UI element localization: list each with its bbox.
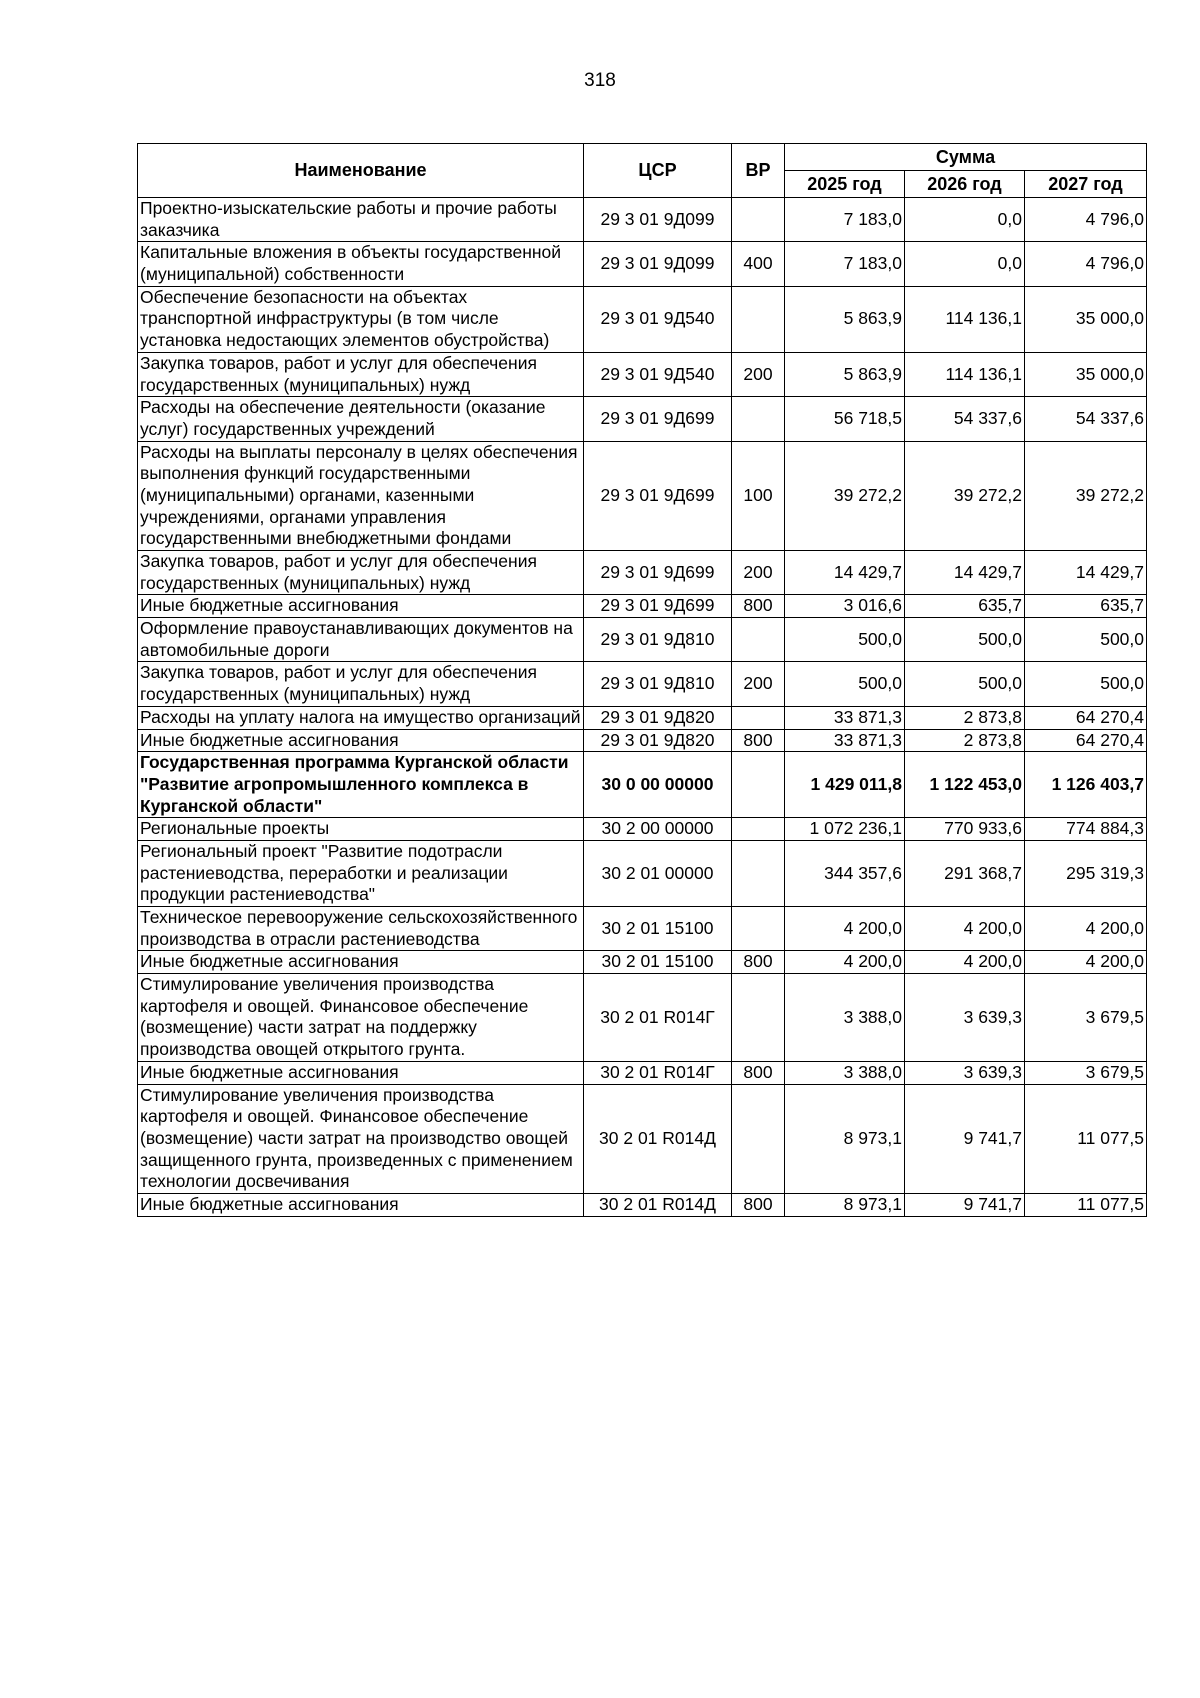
row-name: Иные бюджетные ассигнования [138, 595, 584, 618]
row-value-2026: 2 873,8 [905, 706, 1025, 729]
row-name: Проектно-изыскательские работы и прочие работы заказчика [138, 198, 584, 242]
row-vr [732, 286, 785, 352]
row-value-2026: 4 200,0 [905, 907, 1025, 951]
row-csr: 29 3 01 9Д810 [584, 618, 732, 662]
row-vr [732, 907, 785, 951]
row-value-2026: 2 873,8 [905, 729, 1025, 752]
header-csr: ЦСР [584, 144, 732, 198]
row-value-2027: 11 077,5 [1025, 1084, 1147, 1193]
row-csr: 29 3 01 9Д699 [584, 595, 732, 618]
row-csr: 29 3 01 9Д099 [584, 198, 732, 242]
row-csr: 29 3 01 9Д699 [584, 551, 732, 595]
row-value-2025: 56 718,5 [785, 397, 905, 441]
row-name: Иные бюджетные ассигнования [138, 729, 584, 752]
row-value-2026: 635,7 [905, 595, 1025, 618]
row-name: Обеспечение безопасности на объектах транспортной инфраструктуры (в том числе установка недостающих элементов обустройства) [138, 286, 584, 352]
row-vr: 100 [732, 441, 785, 550]
row-vr: 800 [732, 1061, 785, 1084]
table-row [138, 441, 1147, 550]
table-header [138, 144, 1147, 198]
row-vr [732, 397, 785, 441]
row-csr: 30 0 00 00000 [584, 752, 732, 818]
row-csr: 29 3 01 9Д540 [584, 286, 732, 352]
row-value-2027: 3 679,5 [1025, 974, 1147, 1062]
row-value-2025: 500,0 [785, 618, 905, 662]
row-vr [732, 974, 785, 1062]
table-row [138, 397, 1147, 441]
header-year-2025: 2025 год [785, 171, 905, 198]
header-year-2027: 2027 год [1025, 171, 1147, 198]
row-value-2026: 14 429,7 [905, 551, 1025, 595]
row-value-2027: 4 796,0 [1025, 198, 1147, 242]
row-value-2027: 11 077,5 [1025, 1193, 1147, 1216]
table-row [138, 618, 1147, 662]
table-row [138, 662, 1147, 706]
row-value-2026: 114 136,1 [905, 286, 1025, 352]
row-name: Иные бюджетные ассигнования [138, 951, 584, 974]
row-value-2027: 1 126 403,7 [1025, 752, 1147, 818]
row-name: Оформление правоустанавливающих документов на автомобильные дороги [138, 618, 584, 662]
row-value-2026: 291 368,7 [905, 840, 1025, 906]
row-csr: 30 2 01 R014Д [584, 1084, 732, 1193]
row-vr [732, 198, 785, 242]
row-value-2026: 0,0 [905, 242, 1025, 286]
row-vr: 800 [732, 729, 785, 752]
table-row [138, 198, 1147, 242]
row-name: Закупка товаров, работ и услуг для обеспечения государственных (муниципальных) нужд [138, 551, 584, 595]
row-vr: 800 [732, 951, 785, 974]
row-value-2025: 1 429 011,8 [785, 752, 905, 818]
header-name: Наименование [138, 144, 584, 198]
row-value-2025: 7 183,0 [785, 198, 905, 242]
header-vr: ВР [732, 144, 785, 198]
row-name: Расходы на уплату налога на имущество организаций [138, 706, 584, 729]
row-vr [732, 840, 785, 906]
row-value-2025: 4 200,0 [785, 951, 905, 974]
table-row [138, 1061, 1147, 1084]
row-name: Стимулирование увеличения производства картофеля и овощей. Финансовое обеспечение (возмещение) части затрат на производство овощей защищенного грунта, произведенных с применением технологии досвечивания [138, 1084, 584, 1193]
row-csr: 29 3 01 9Д820 [584, 729, 732, 752]
row-vr [732, 752, 785, 818]
table-row [138, 951, 1147, 974]
row-value-2025: 33 871,3 [785, 729, 905, 752]
row-csr: 30 2 01 15100 [584, 951, 732, 974]
row-vr: 200 [732, 662, 785, 706]
table-row [138, 840, 1147, 906]
row-value-2027: 35 000,0 [1025, 286, 1147, 352]
row-value-2026: 500,0 [905, 618, 1025, 662]
table-row [138, 286, 1147, 352]
row-value-2027: 54 337,6 [1025, 397, 1147, 441]
row-value-2027: 635,7 [1025, 595, 1147, 618]
table-row [138, 907, 1147, 951]
row-value-2027: 39 272,2 [1025, 441, 1147, 550]
row-vr: 200 [732, 551, 785, 595]
row-value-2027: 4 200,0 [1025, 951, 1147, 974]
row-value-2027: 500,0 [1025, 618, 1147, 662]
row-value-2026: 770 933,6 [905, 818, 1025, 841]
table-row [138, 974, 1147, 1062]
row-csr: 30 2 01 R014Г [584, 974, 732, 1062]
row-value-2025: 3 016,6 [785, 595, 905, 618]
header-year-2026: 2026 год [905, 171, 1025, 198]
row-value-2026: 4 200,0 [905, 951, 1025, 974]
row-value-2026: 114 136,1 [905, 352, 1025, 396]
row-name: Техническое перевооружение сельскохозяйственного производства в отрасли растениеводства [138, 907, 584, 951]
table-row [138, 752, 1147, 818]
row-csr: 29 3 01 9Д699 [584, 397, 732, 441]
row-value-2025: 7 183,0 [785, 242, 905, 286]
row-value-2027: 4 796,0 [1025, 242, 1147, 286]
row-csr: 30 2 01 00000 [584, 840, 732, 906]
row-csr: 29 3 01 9Д699 [584, 441, 732, 550]
row-name: Региональный проект "Развитие подотрасли растениеводства, переработки и реализации продукции растениеводства" [138, 840, 584, 906]
row-csr: 30 2 00 00000 [584, 818, 732, 841]
page-number: 318 [584, 70, 616, 91]
row-value-2025: 5 863,9 [785, 286, 905, 352]
table-row [138, 551, 1147, 595]
row-value-2026: 9 741,7 [905, 1084, 1025, 1193]
row-value-2027: 35 000,0 [1025, 352, 1147, 396]
row-value-2027: 774 884,3 [1025, 818, 1147, 841]
row-name: Закупка товаров, работ и услуг для обеспечения государственных (муниципальных) нужд [138, 352, 584, 396]
row-name: Расходы на выплаты персоналу в целях обеспечения выполнения функций государственными (муниципальными) органами, казенными учреждениями, органами управления государственными внебюджетными фондами [138, 441, 584, 550]
row-value-2026: 3 639,3 [905, 1061, 1025, 1084]
row-csr: 30 2 01 R014Д [584, 1193, 732, 1216]
row-csr: 30 2 01 R014Г [584, 1061, 732, 1084]
row-name: Региональные проекты [138, 818, 584, 841]
row-name: Капитальные вложения в объекты государственной (муниципальной) собственности [138, 242, 584, 286]
table-row [138, 1193, 1147, 1216]
row-vr [732, 618, 785, 662]
row-name: Иные бюджетные ассигнования [138, 1193, 584, 1216]
row-value-2026: 54 337,6 [905, 397, 1025, 441]
row-value-2027: 64 270,4 [1025, 729, 1147, 752]
row-value-2025: 1 072 236,1 [785, 818, 905, 841]
table-row [138, 706, 1147, 729]
header-sum: Сумма [785, 144, 1147, 171]
row-name: Иные бюджетные ассигнования [138, 1061, 584, 1084]
row-value-2025: 4 200,0 [785, 907, 905, 951]
row-value-2027: 14 429,7 [1025, 551, 1147, 595]
row-value-2026: 0,0 [905, 198, 1025, 242]
row-value-2027: 3 679,5 [1025, 1061, 1147, 1084]
row-vr [732, 1084, 785, 1193]
row-value-2026: 1 122 453,0 [905, 752, 1025, 818]
row-value-2027: 500,0 [1025, 662, 1147, 706]
row-value-2025: 39 272,2 [785, 441, 905, 550]
row-vr: 800 [732, 595, 785, 618]
row-value-2027: 64 270,4 [1025, 706, 1147, 729]
row-value-2026: 3 639,3 [905, 974, 1025, 1062]
row-vr: 400 [732, 242, 785, 286]
row-value-2026: 39 272,2 [905, 441, 1025, 550]
row-value-2027: 295 319,3 [1025, 840, 1147, 906]
table-row [138, 242, 1147, 286]
row-value-2025: 8 973,1 [785, 1084, 905, 1193]
row-vr: 200 [732, 352, 785, 396]
row-value-2025: 3 388,0 [785, 974, 905, 1062]
row-value-2025: 344 357,6 [785, 840, 905, 906]
row-value-2025: 3 388,0 [785, 1061, 905, 1084]
row-value-2025: 5 863,9 [785, 352, 905, 396]
row-vr [732, 818, 785, 841]
row-csr: 30 2 01 15100 [584, 907, 732, 951]
row-value-2025: 33 871,3 [785, 706, 905, 729]
row-name: Расходы на обеспечение деятельности (оказание услуг) государственных учреждений [138, 397, 584, 441]
budget-table [137, 143, 1147, 1217]
table-row [138, 1084, 1147, 1193]
table-row [138, 818, 1147, 841]
row-name: Закупка товаров, работ и услуг для обеспечения государственных (муниципальных) нужд [138, 662, 584, 706]
row-value-2026: 500,0 [905, 662, 1025, 706]
row-name: Стимулирование увеличения производства картофеля и овощей. Финансовое обеспечение (возмещение) части затрат на поддержку производства овощей открытого грунта. [138, 974, 584, 1062]
row-value-2026: 9 741,7 [905, 1193, 1025, 1216]
row-vr [732, 706, 785, 729]
row-value-2025: 8 973,1 [785, 1193, 905, 1216]
table-row [138, 729, 1147, 752]
row-csr: 29 3 01 9Д820 [584, 706, 732, 729]
table-row [138, 352, 1147, 396]
row-csr: 29 3 01 9Д099 [584, 242, 732, 286]
row-value-2027: 4 200,0 [1025, 907, 1147, 951]
row-csr: 29 3 01 9Д810 [584, 662, 732, 706]
row-name: Государственная программа Курганской области "Развитие агропромышленного комплекса в Курганской области" [138, 752, 584, 818]
row-value-2025: 500,0 [785, 662, 905, 706]
row-value-2025: 14 429,7 [785, 551, 905, 595]
table-body [138, 198, 1147, 1217]
table-row [138, 595, 1147, 618]
row-vr: 800 [732, 1193, 785, 1216]
row-csr: 29 3 01 9Д540 [584, 352, 732, 396]
